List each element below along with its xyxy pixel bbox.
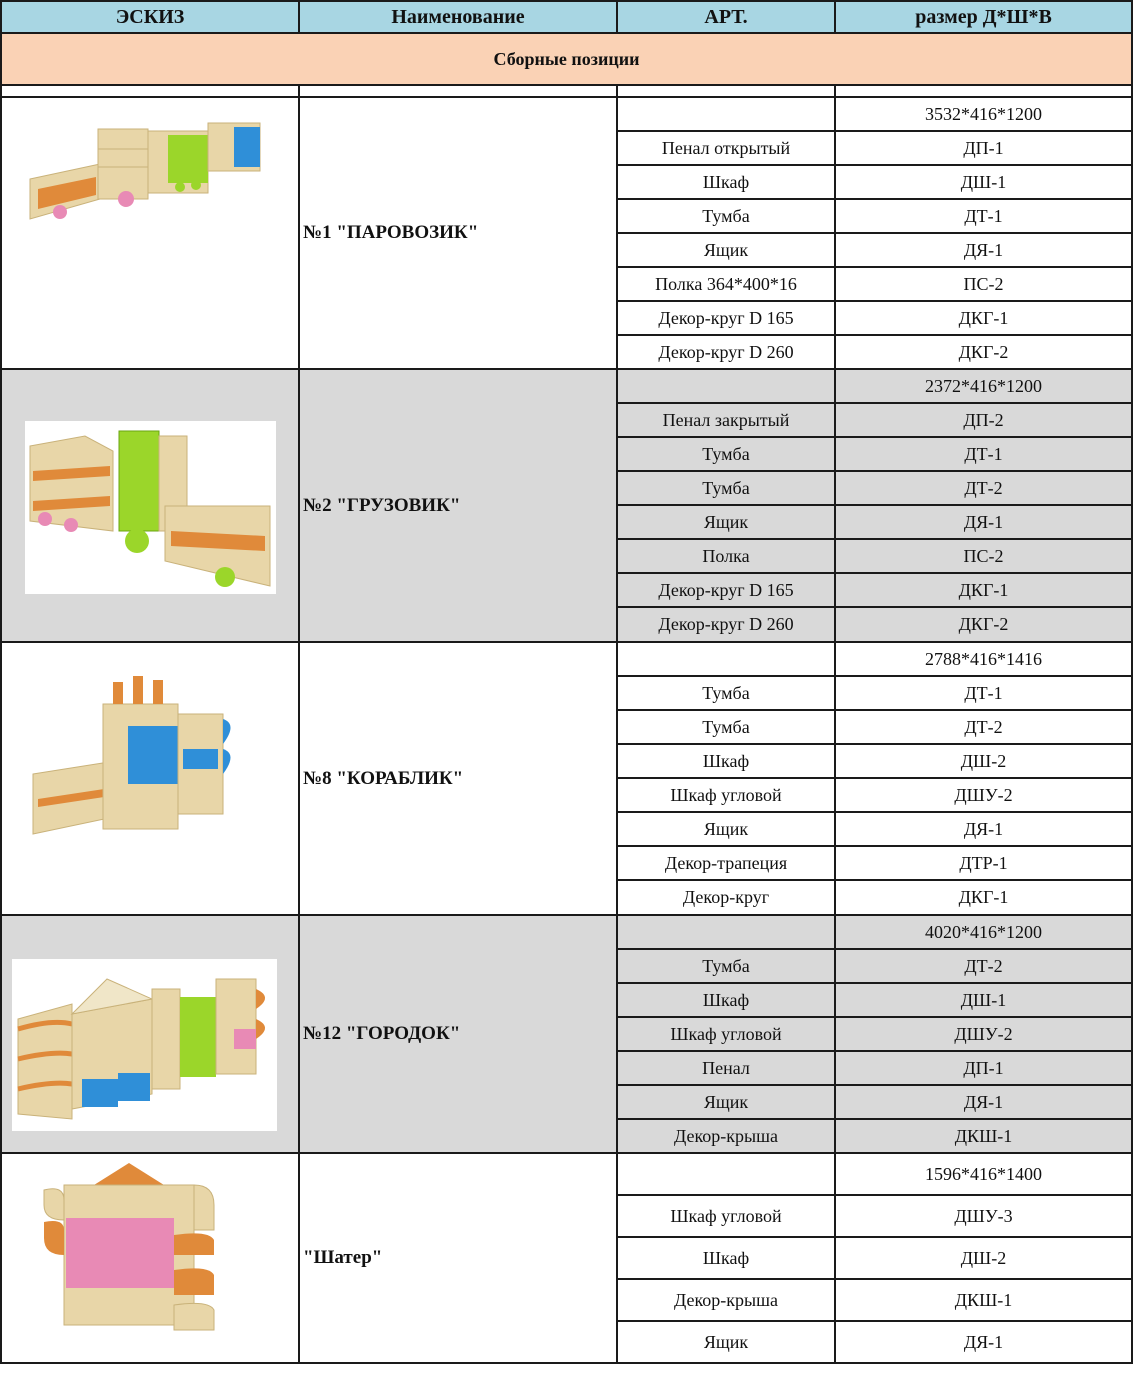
parovozik-furniture-image xyxy=(20,109,266,249)
table-row xyxy=(1,915,1132,949)
item-name: Ящик xyxy=(617,812,835,846)
item-name: Ящик xyxy=(617,1085,835,1119)
set-size: 4020*416*1200 xyxy=(835,915,1132,949)
item-art: ПС-2 xyxy=(835,539,1132,573)
item-name-empty xyxy=(617,1153,835,1195)
item-name: Пенал закрытый xyxy=(617,403,835,437)
item-art: ДШУ-3 xyxy=(835,1195,1132,1237)
set-size: 1596*416*1400 xyxy=(835,1153,1132,1195)
korablik-furniture-image xyxy=(28,664,239,869)
item-name: Полка 364*400*16 xyxy=(617,267,835,301)
item-name-empty xyxy=(617,369,835,403)
item-name: Ящик xyxy=(617,1321,835,1363)
item-art: ДШ-2 xyxy=(835,1237,1132,1279)
item-name: Шкаф xyxy=(617,983,835,1017)
gruzovik-furniture-image xyxy=(25,421,276,594)
table-row xyxy=(1,369,1132,403)
item-name-empty xyxy=(617,915,835,949)
item-art: ДКГ-2 xyxy=(835,335,1132,369)
item-art: ДТ-1 xyxy=(835,199,1132,233)
table-row xyxy=(1,1153,1132,1195)
item-art: ДТР-1 xyxy=(835,846,1132,880)
item-name: Декор-круг D 165 xyxy=(617,301,835,335)
item-name: Декор-круг D 260 xyxy=(617,335,835,369)
item-art: ДТ-1 xyxy=(835,676,1132,710)
sketch-cell xyxy=(1,915,299,1153)
set-size: 2372*416*1200 xyxy=(835,369,1132,403)
header-sketch: ЭСКИЗ xyxy=(1,1,299,33)
item-name: Декор-круг D 165 xyxy=(617,573,835,607)
table-row xyxy=(1,642,1132,676)
set-name: №2 "ГРУЗОВИК" xyxy=(299,369,617,642)
set-name: №1 "ПАРОВОЗИК" xyxy=(299,97,617,369)
header-name: Наименование xyxy=(299,1,617,33)
item-art: ПС-2 xyxy=(835,267,1132,301)
item-art: ДТ-1 xyxy=(835,437,1132,471)
item-art: ДП-1 xyxy=(835,131,1132,165)
item-name: Тумба xyxy=(617,437,835,471)
item-name: Тумба xyxy=(617,199,835,233)
section-title: Сборные позиции xyxy=(1,33,1132,85)
item-art: ДШ-2 xyxy=(835,744,1132,778)
item-name: Тумба xyxy=(617,949,835,983)
item-name: Декор-трапеция xyxy=(617,846,835,880)
item-name: Шкаф xyxy=(617,1237,835,1279)
item-art: ДЯ-1 xyxy=(835,1321,1132,1363)
set-name: №12 "ГОРОДОК" xyxy=(299,915,617,1153)
item-art: ДШ-1 xyxy=(835,983,1132,1017)
item-art: ДТ-2 xyxy=(835,471,1132,505)
item-name: Пенал xyxy=(617,1051,835,1085)
sketch-cell xyxy=(1,369,299,642)
section-row xyxy=(1,33,1132,85)
set-size: 2788*416*1416 xyxy=(835,642,1132,676)
item-art: ДЯ-1 xyxy=(835,1085,1132,1119)
header-art: АРТ. xyxy=(617,1,835,33)
item-name: Декор-крыша xyxy=(617,1119,835,1153)
item-art: ДКШ-1 xyxy=(835,1119,1132,1153)
header-size: размер Д*Ш*В xyxy=(835,1,1132,33)
item-name: Шкаф угловой xyxy=(617,1195,835,1237)
set-size: 3532*416*1200 xyxy=(835,97,1132,131)
item-name: Полка xyxy=(617,539,835,573)
item-name: Декор-крыша xyxy=(617,1279,835,1321)
item-name: Декор-круг xyxy=(617,880,835,915)
item-name: Шкаф xyxy=(617,165,835,199)
shater-furniture-image xyxy=(34,1160,223,1338)
item-art: ДТ-2 xyxy=(835,949,1132,983)
spacer-row xyxy=(1,85,1132,97)
gorodok-furniture-image xyxy=(12,959,277,1131)
header-row xyxy=(1,1,1132,33)
item-art: ДЯ-1 xyxy=(835,233,1132,267)
item-art: ДКГ-1 xyxy=(835,573,1132,607)
item-name: Ящик xyxy=(617,505,835,539)
item-art: ДКШ-1 xyxy=(835,1279,1132,1321)
set-name: №8 "КОРАБЛИК" xyxy=(299,642,617,915)
item-name-empty xyxy=(617,642,835,676)
item-name: Тумба xyxy=(617,676,835,710)
set-name: "Шатер" xyxy=(299,1153,617,1363)
item-name: Тумба xyxy=(617,471,835,505)
item-name: Тумба xyxy=(617,710,835,744)
item-name-empty xyxy=(617,97,835,131)
item-art: ДП-2 xyxy=(835,403,1132,437)
item-name: Ящик xyxy=(617,233,835,267)
sketch-cell xyxy=(1,97,299,369)
item-art: ДЯ-1 xyxy=(835,505,1132,539)
item-name: Пенал открытый xyxy=(617,131,835,165)
item-art: ДЯ-1 xyxy=(835,812,1132,846)
sketch-cell xyxy=(1,642,299,915)
item-art: ДШУ-2 xyxy=(835,1017,1132,1051)
item-art: ДШ-1 xyxy=(835,165,1132,199)
item-name: Шкаф xyxy=(617,744,835,778)
item-art: ДКГ-1 xyxy=(835,301,1132,335)
sketch-cell xyxy=(1,1153,299,1363)
item-art: ДП-1 xyxy=(835,1051,1132,1085)
item-name: Декор-круг D 260 xyxy=(617,607,835,642)
item-art: ДКГ-1 xyxy=(835,880,1132,915)
item-name: Шкаф угловой xyxy=(617,778,835,812)
item-name: Шкаф угловой xyxy=(617,1017,835,1051)
item-art: ДТ-2 xyxy=(835,710,1132,744)
item-art: ДШУ-2 xyxy=(835,778,1132,812)
table-row xyxy=(1,97,1132,131)
item-art: ДКГ-2 xyxy=(835,607,1132,642)
